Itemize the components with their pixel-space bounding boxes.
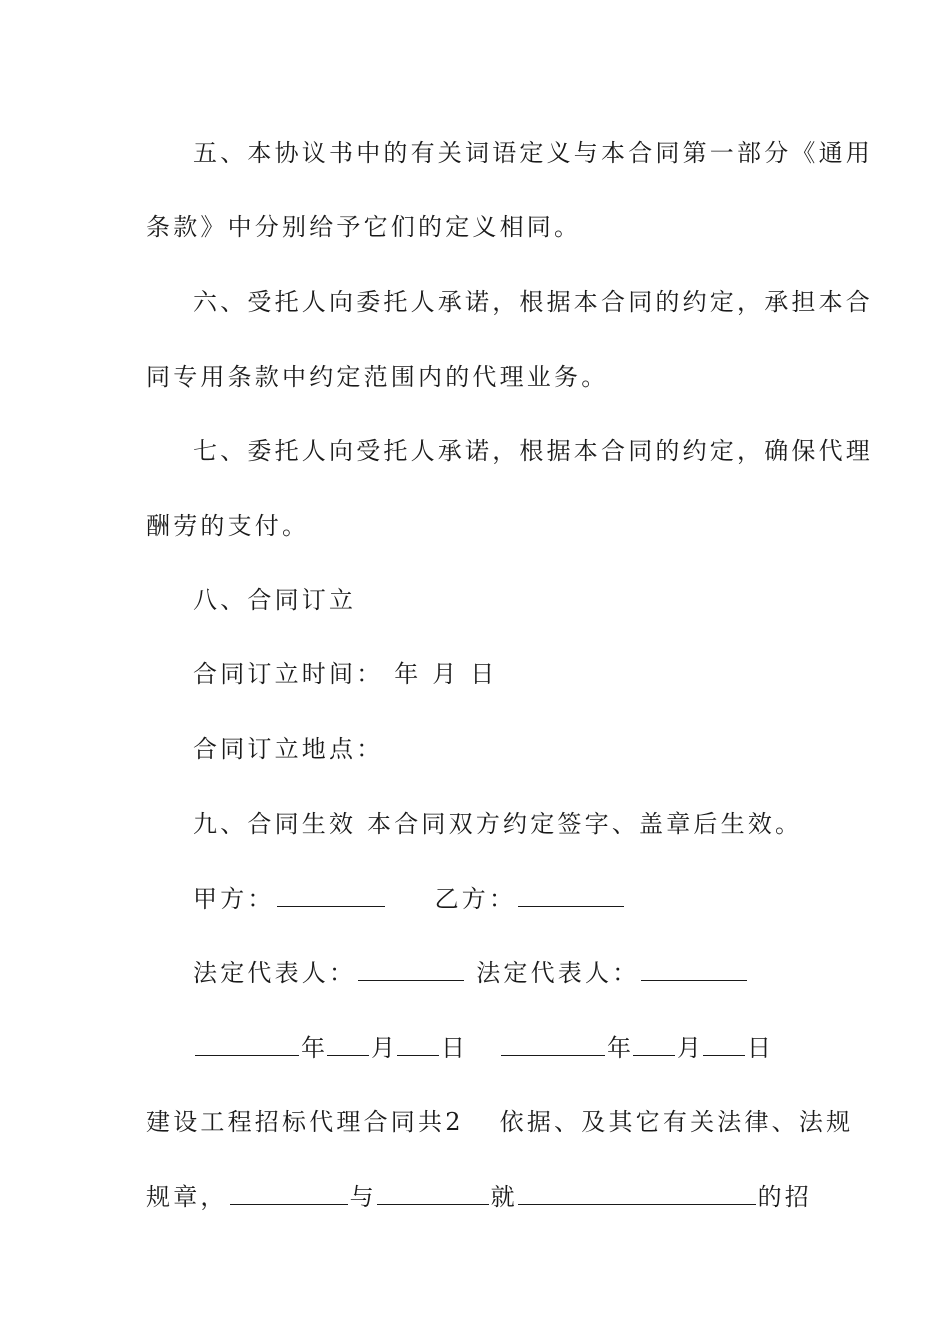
section-eight-heading: 八、合同订立 [193, 586, 357, 614]
next-section-title-line [146, 1107, 853, 1137]
legal-rep-line [193, 958, 749, 988]
date-b-month: 月 [677, 1034, 701, 1062]
date-a-day-blank [397, 1033, 439, 1056]
next-section-with: 与 [349, 1183, 375, 1211]
legal-rep-a-blank [358, 958, 464, 981]
principal-blank [230, 1182, 348, 1205]
legal-rep-b-label: 法定代表人： [476, 959, 640, 987]
party-b-label: 乙方： [434, 885, 517, 913]
project-blank [518, 1182, 756, 1205]
date-a-year-blank [195, 1033, 299, 1056]
date-b-day: 日 [747, 1034, 771, 1062]
date-b-year-blank [501, 1033, 605, 1056]
next-section-on: 就 [490, 1183, 516, 1211]
date-a-year: 年 [301, 1034, 325, 1062]
paragraph-seven-line-1: 七、委托人向受托人承诺，根据本合同的约定，确保代理 [193, 437, 873, 465]
next-section-line2-end: 的招 [757, 1183, 813, 1211]
party-b-blank [518, 884, 624, 907]
party-a-label: 甲方： [193, 885, 275, 913]
paragraph-seven-line-2: 酬劳的支付。 [146, 512, 310, 540]
sign-place-line: 合同订立地点： [193, 735, 384, 763]
date-a-day: 日 [441, 1034, 465, 1062]
next-section-title-tail: 依据、及其它有关法律、法规 [499, 1108, 854, 1136]
sign-time-line: 合同订立时间： 年 月 日 [193, 660, 498, 688]
legal-rep-a-label: 法定代表人： [193, 959, 357, 987]
paragraph-six-line-1: 六、受托人向委托人承诺，根据本合同的约定，承担本合 [193, 288, 873, 316]
next-section-title: 建设工程招标代理合同共2 [146, 1108, 464, 1136]
legal-rep-b-blank [641, 958, 747, 981]
paragraph-six-line-2: 同专用条款中约定范围内的代理业务。 [146, 363, 609, 391]
date-b-month-blank [633, 1033, 675, 1056]
next-section-line-2 [146, 1182, 812, 1212]
party-a-blank [277, 884, 385, 907]
date-b-year: 年 [607, 1034, 631, 1062]
date-line [193, 1033, 771, 1063]
date-a-month: 月 [371, 1034, 395, 1062]
section-nine-line: 九、合同生效 本合同双方约定签字、盖章后生效。 [193, 810, 803, 838]
agent-blank [377, 1182, 489, 1205]
date-b-day-blank [703, 1033, 745, 1056]
date-a-month-blank [327, 1033, 369, 1056]
party-line [193, 884, 626, 914]
paragraph-five-line-1: 五、本协议书中的有关词语定义与本合同第一部分《通用 [193, 139, 873, 167]
next-section-line2-start: 规章， [146, 1183, 228, 1211]
paragraph-five-line-2: 条款》中分别给予它们的定义相同。 [146, 213, 582, 241]
